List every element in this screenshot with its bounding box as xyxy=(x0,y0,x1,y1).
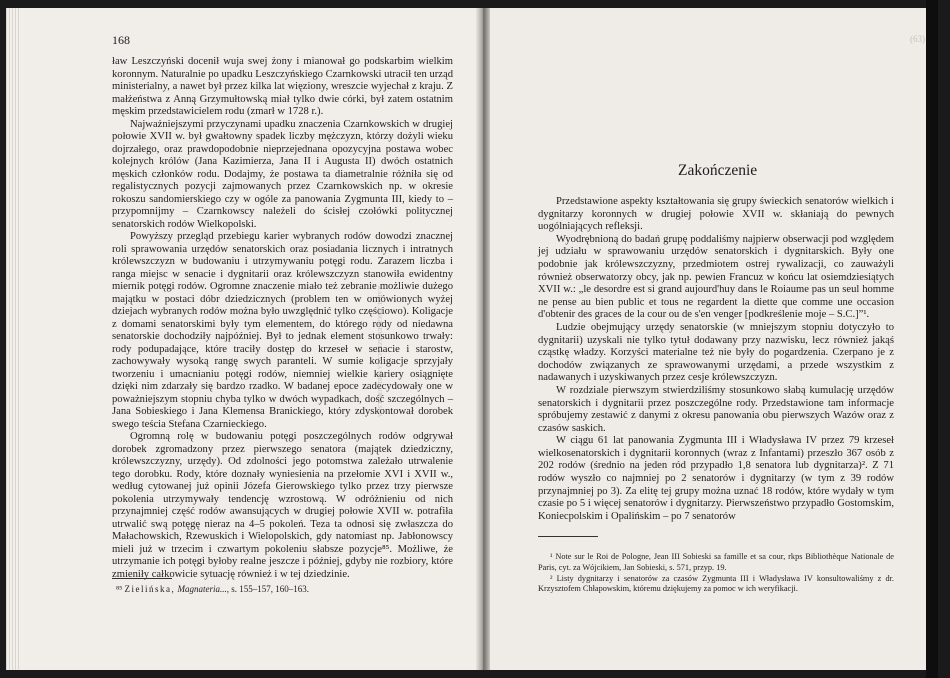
paragraph: W ciągu 61 lat panowania Zygmunta III i Władysława IV przez 79 krzeseł wielkosenatorskich i dygnitarii koronnych (wraz z Infantami) przeszło 367 osób z 202 rodów (średnio na jeden ród przypadło 1,8 senatora lub dygnitarza)². Z 71 rodów wyszło co najmniej po 2 senatorów i dygnitarzy (w tym z 39 rodów przynajmniej po 3). Za elitę tej grupy można uznać 18 rodów, które wydały w tym czasie po 5 i więcej senatorów i dygnitarzy. Pierwszeństwo przypadło Gostomskim, Koniecpolskim i Opalińskim – po 7 senatorów xyxy=(538,435,894,522)
page-number: 168 xyxy=(112,33,130,47)
paragraph: ław Leszczyński docenił wuja swej żony i mianował go podskarbim wielkim koronnym. Naturalnie po upadku Leszczyńskiego Czarnkowski utracił ten urząd ministerialny, a nawet był przez kilka lat więziony, wreszcie wyjechał z kraju. Z małżeństwa z Anną Grzymułtowską miał tylko dwie córki, był zatem ostatnim męskim przedstawicielem rodu (zmarł w 1728 r.). xyxy=(112,56,453,117)
footnote-title: Magnateria..., xyxy=(177,584,230,594)
paragraph: Przedstawione aspekty kształtowania się grupy świeckich senatorów wielkich i dygnitarzy koronnych w drugiej połowie XVII w. skłaniają do pewnych uogólniających refleksji. xyxy=(538,196,894,233)
footnote-85 xyxy=(116,584,446,594)
book-gutter xyxy=(476,8,490,670)
right-body-text xyxy=(538,196,894,523)
dark-edge xyxy=(926,0,938,678)
footnote-rule xyxy=(538,536,598,537)
footnote-pages: s. 155–157, 160–163. xyxy=(231,584,310,594)
corner-mark: (63) xyxy=(910,34,925,44)
paragraph: Ludzie obejmujący urzędy senatorskie (w mniejszym stopniu dotyczyło to dygnitarii) uzyskali nie tylko tytuł dodawany przy nazwisku, lecz również jakąś cząstkę władzy. Korzyści materialne też nie były do pogardzenia. Czerpano je z dochodów związanych ze sprawowanymi urzędami, a przede wszystkim z nadawanych i uzyskiwanych przez cesje królewszczyzn. xyxy=(538,321,894,384)
paragraph: Wyodrębnioną do badań grupę poddaliśmy najpierw obserwacji pod względem jej udziału w sprawowaniu urzędów senatorskich i dygnitarskich. Były one podobnie jak królewszczyzny, przedmiotem ostrej rywalizacji, co zauważyli również obserwatorzy obcy, jak np. pewien Francuz w końcu lat osiemdziesiątych XVII w.: „le desordre est si grand aujourd'huy dans le Roiaume pas un seul homme ne pense au bien public et tous ne regardent la diette que comme une occasion d'obtenir des graces de la cour ou de s'en venger [podkreślenie moje – S.C.]”¹. xyxy=(538,233,894,321)
footnote: ¹ Note sur le Roi de Pologne, Jean III Sobieski sa famille et sa cour, rkps Bibliothèque Nationale de Paris, cyt. za Wójcikiem, Jan Sobieski, s. 571, przyp. 19. xyxy=(538,552,894,572)
paragraph: Powyższy przegląd przebiegu karier wybranych rodów dowodzi znacznej roli sprawowania urzędów senatorskich oraz posiadania licznych i intratnych królewszczyzn w budowaniu i utrzymywaniu potęgi rodu. Zarazem liczba i ranga miejsc w senacie i dygnitarii oraz królewszczyzn stanowiła ewidentny miernik potęgi rodów. Ogromne znaczenie miało też zebranie możliwie dużego majątku w postaci dóbr dziedzicznych (problem ten w omówionych wyżej dziejach wybranych rodów można było uwzględnić tylko częściowo). Koligacje z domami senatorskimi były tym elementem, do którego rody od niedawna senatorskie dochodziły najpóźniej. Był to jednak element stosunkowo trwały: rody podupadające, które traciły dostęp do krzeseł w senacie i starostw, zachowywały wysoką rangę swych paranteli. W sumie koligacje sprzyjały tworzeniu i umacnianiu potęgi rodów, niemniej wielkie kariery osiągnięte dzięki nim zdarzały się bardzo rzadko. W badanej epoce zadecydowały one w poważniejszym stopniu chyba tylko w dwóch wypadkach, dość szczególnych – Jana Sobieskiego i Jana Klemensa Branickiego, który zdyskontował dorobek swego teścia Stefana Czarnieckiego. xyxy=(112,231,453,430)
chapter-title: Zakończenie xyxy=(678,162,758,179)
paragraph: Najważniejszymi przyczynami upadku znaczenia Czarnkowskich w drugiej połowie XVII w. był gwałtowny spadek liczby mężczyzn, którzy dożyli wieku dojrzałego, oraz prawdopodobnie nieprzejednana opozycyjna postawa wobec kolejnych królów (Jana Kazimierza, Jana II i Augusta II) dwóch ostatnich męskich członków rodu. Dodajmy, że postawa ta diametralnie różniła się od regalistycznych pozycji zajmowanych przez Czarnkowskich np. w okresie rokoszu sandomierskiego czy w ogóle za panowania Zygmunta III, kiedy to – przypomnijmy – Czarnkowscy należeli do ścisłej czołówki politycznej senatorskich rodów Wielkopolski. xyxy=(112,118,453,230)
footnotes xyxy=(538,552,894,595)
footnote-author: Zielińska, xyxy=(124,584,176,594)
left-body-text xyxy=(112,56,453,581)
bleed-through-text: KAREL ZBIGNIEW SZLACHTA WIELKOPOLSKA xyxy=(376,286,382,418)
page-edges xyxy=(6,8,20,670)
footnote-number: ⁸⁵ xyxy=(116,584,123,594)
footnote: ² Listy dygnitarzy i senatorów za czasów Zygmunta III i Władysława IV konsultowaliśmy z dr. Krzysztofem Chłapowskim, któremu dziękujemy za pomoc w ich weryfikacji. xyxy=(538,573,894,594)
paragraph: Ogromną rolę w budowaniu potęgi poszczególnych rodów odgrywał dorobek zgromadzony przez pierwszego senatora (majątek dziedziczny, królewszczyzny, urzędy). Od zdolności jego potomstwa zależało utrwalenie tego dorobku. Rody, które doznały wyniesienia na przełomie XVI i XVII w., według cytowanej już opinii Józefa Gierowskiego tylko przez trzy pierwsze pokolenia utrzymywały tendencję wzrostową. W odróżnieniu od nich przynajmniej część rodów awansujących w drugiej połowie XVII w. potrafiła utrwalić swą potęgę nieraz na 4–5 pokoleń. Teza ta odnosi się zwłaszcza do Małachowskich, Rzewuskich i Wielopolskich, gdy natomiast np. Jabłonowscy mieli już w trzecim i czwartym pokoleniu słabsze pozycje⁸⁵. Możliwe, że utrzymanie ich potęgi byłoby realne jeszcze i później, gdyby nie rozbiory, które zmieniły całkowicie sytuację również i w tej dziedzinie. xyxy=(112,431,453,580)
footnote-rule xyxy=(112,578,172,579)
paragraph: W rozdziale pierwszym stwierdziliśmy stosunkowo słabą kumulację urzędów senatorskich i dygnitarii przez poszczególne rody. Przedstawione tam informacje spróbujemy zestawić z danymi z okresu panowania obu pierwszych Wazów oraz z czasów saskich. xyxy=(538,384,894,434)
